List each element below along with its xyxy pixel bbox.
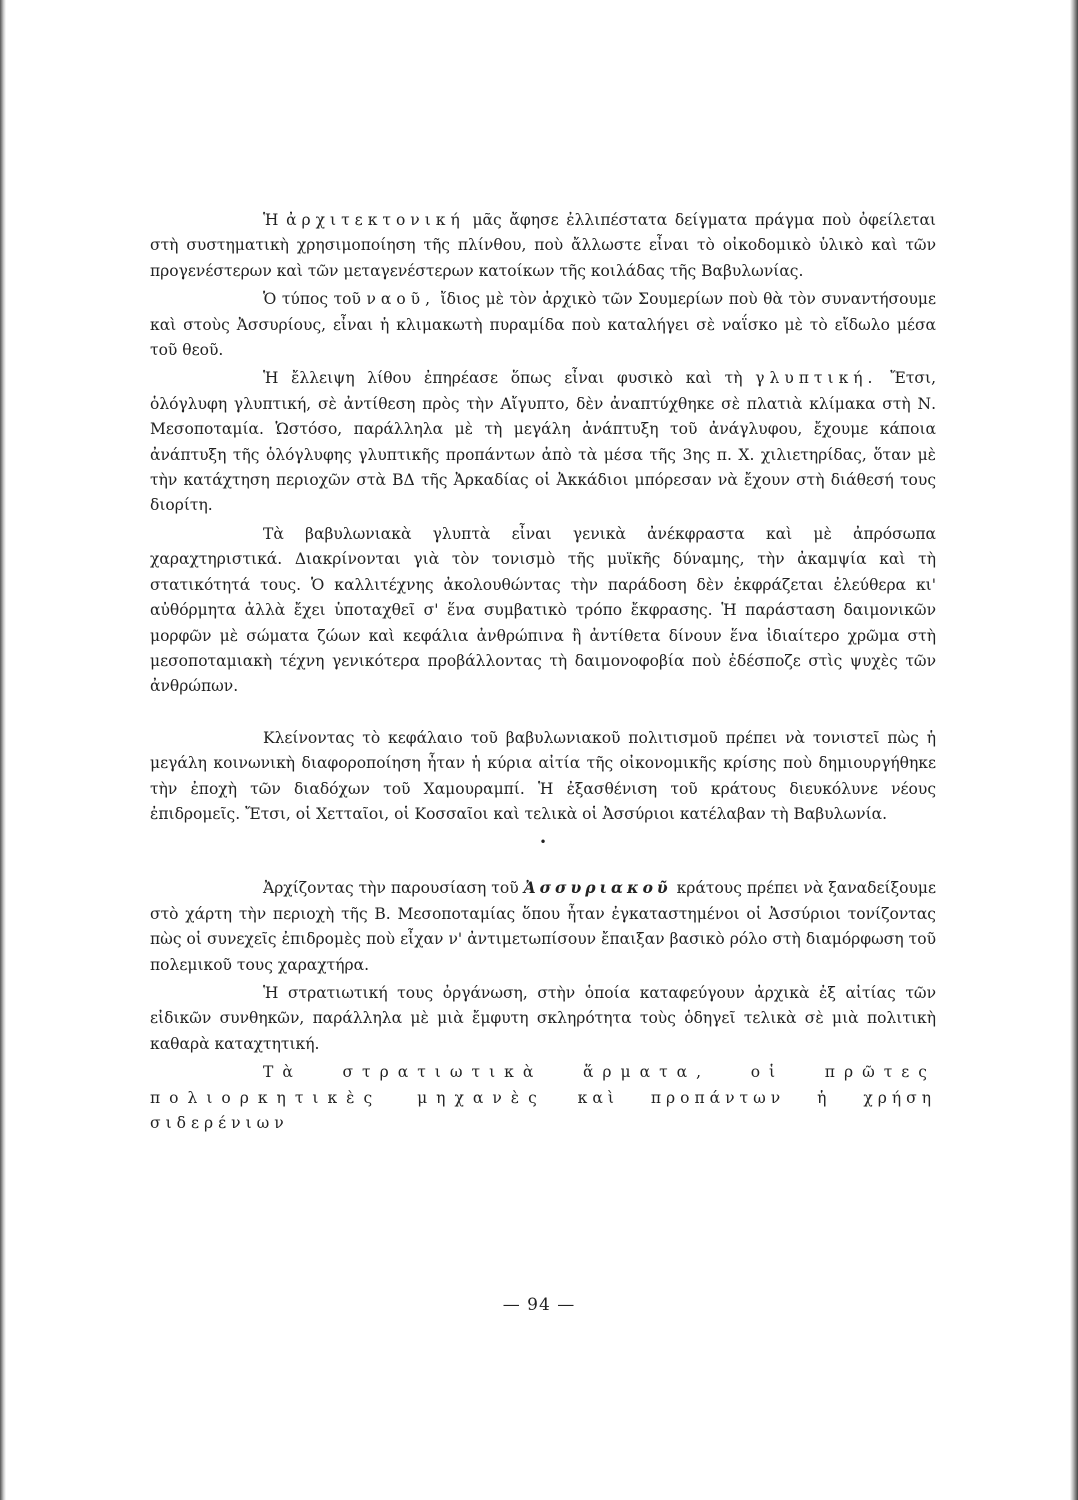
scan-left-edge (0, 0, 6, 1500)
paragraph-military-organization: Ἡ στρατιωτική τους ὀργάνωση, στὴν ὁποία καταφεύγουν ἀρχικὰ ἐξ αἰτίας τῶν εἰδικῶν συνθηκῶν, παράλληλα μὲ μιὰ ἔμφυτη σκληρότητα τοὺς ὁδηγεῖ τελικὰ σὲ μιὰ πολιτικὴ καθαρὰ καταχτητική. (150, 983, 936, 1053)
emphasis-chariots: Τὰ στρατιωτικὰ ἅρματα, οἱ πρῶτες πολιορκητικὲς μηχανὲς (150, 1063, 936, 1107)
paragraph-assyrian-intro: Ἀρχίζοντας τὴν παρουσίαση τοῦ Ἀσσυριακοῦ κράτους πρέπει νὰ ξαναδείξουμε στὸ χάρτη τὴν περιοχὴ τῆς Β. Μεσοποταμίας ὅπου ἦταν ἐγκαταστημένοι οἱ Ἀσσύριοι τονίζοντας πὼς οἱ συνεχεῖς ἐπιδρομὲς ποὺ εἶχαν ν' ἀντιμετωπίσουν ἔπαιξαν βασικὸ ρόλο στὴ διαμόρφωση τοῦ πολεμικοῦ τους χαραχτήρα. (150, 878, 936, 974)
page-number: — 94 — (502, 1295, 576, 1315)
section-bullet: • (539, 835, 547, 850)
emphasis-assyrian: Ἀσσυριακοῦ (523, 878, 672, 898)
paragraph-sculpture: Ἡ ἔλλειψη λίθου ἐπηρέασε ὅπως εἶναι φυσικὸ καὶ τὴ γλυπτική. Ἔτσι, ὁλόγλυφη γλυπτική, σὲ ἀντίθεση πρὸς τὴν Αἴγυπτο, δὲν ἀναπτύχθηκε σὲ πλατιὰ κλίμακα στὴ Ν. Μεσοποταμία. Ὡστόσο, παράλληλα μὲ τὴ μεγάλη ἀνάπτυξη τοῦ ἀνάγλυφου, ἔχουμε κάποια ἀνάπτυξη τῆς ὁλόγλυφης γλυπτικῆς προπάντων ἀπὸ τὰ μέσα τῆς 3ης π. Χ. χιλιετηρίδας, ὅταν μὲ τὴν κατάχτηση περιοχῶν στὰ ΒΔ τῆς Ἀρκαδίας οἱ Ἀκκάδιοι μπόρεσαν νὰ ἔχουν στὴ διάθεσή τους διορίτη. (150, 369, 936, 515)
paragraph-architecture: Ἡ ἀρχιτεκτονική μᾶς ἄφησε ἐλλιπέστατα δείγματα πράγμα ποὺ ὀφείλεται στὴ συστηματικὴ χρησιμοποίηση τῆς πλίνθου, ποὺ ἄλλωστε εἶναι τὸ οἰκοδομικὸ ὑλικὸ καὶ τῶν προγενέστερων καὶ τῶν μεταγενέστερων κατοίκων τῆς κοιλάδας τῆς Βαβυλωνίας. (150, 211, 936, 280)
emphasis-sculpture: γλυπτική. (755, 369, 878, 388)
emphasis-architecture: ἀρχιτεκτονική (286, 211, 465, 229)
paragraph-babylonian-sculptures: Τὰ βαβυλωνιακὰ γλυπτὰ εἶναι γενικὰ ἀνέκφραστα καὶ μὲ ἀπρόσωπα χαραχτηριστικά. Διακρίνονται γιὰ τὸν τονισμὸ τῆς μυϊκῆς δύναμης, τὴν ἀκαμψία καὶ τὴ στατικότητά τους. Ὁ καλλιτέχνης ἀκολουθώντας τὴν παράδοση δὲν ἐκφράζεται ἐλεύθερα κι' αὐθόρμητα ἀλλὰ ἔχει ὑποταχθεῖ σ' ἕνα συμβατικὸ τρόπο ἔκφρασης. Ἡ παράσταση δαιμονικῶν μορφῶν μὲ σώματα ζώων καὶ κεφάλια ἀνθρώπινα ἢ ἀντίθετα δίνουν ἕνα ἰδιαίτερο χρῶμα στὴ μεσοποταμιακὴ τέχνη γενικότερα προβάλλοντας τὴ δαιμονοφοβία ποὺ ἐδέσποζε στὶς ψυχὲς τῶν ἀνθρώπων. (150, 524, 936, 696)
paragraph-temple: Ὁ τύπος τοῦ ναοῦ, ἴδιος μὲ τὸν ἀρχικὸ τῶν Σουμερίων ποὺ θὰ τὸν συναντήσουμε καὶ στοὺς Ἀσσυρίους, εἶναι ἡ κλιμακωτὴ πυραμίδα ποὺ καταλήγει σὲ ναΐσκο μὲ τὸ εἴδωλο μέσα τοῦ θεοῦ. (150, 290, 936, 360)
emphasis-temple: ναοῦ, (366, 290, 436, 309)
paragraph-chapter-closing: Κλείνοντας τὸ κεφάλαιο τοῦ βαβυλωνιακοῦ πολιτισμοῦ πρέπει νὰ τονιστεῖ πὼς ἡ μεγάλη κοινωνικὴ διαφοροποίηση ἦταν ἡ κύρια αἰτία τῆς οἰκονομικῆς κρίσης ποὺ δημιουργήθηκε τὴν ἐποχὴ τῶν διαδόχων τοῦ Χαμουραμπί. Ἡ ἐξασθένιση τοῦ κράτους διευκόλυνε νέους ἐπιδρομεῖς. Ἔτσι, οἱ Χετταῖοι, οἱ Κοσσαῖοι καὶ τελικὰ οἱ Ἀσσύριοι κατέλαβαν τὴ Βαβυλωνία. (150, 728, 936, 823)
paragraph-chariots: Τὰ στρατιωτικὰ ἅρματα, οἱ πρῶτες πολιορκητικὲς μηχανὲς καὶ προπάντων ἡ χρήση σιδερένιων (150, 1063, 936, 1132)
page-body (150, 208, 936, 1136)
scan-right-edge (1070, 0, 1078, 1500)
